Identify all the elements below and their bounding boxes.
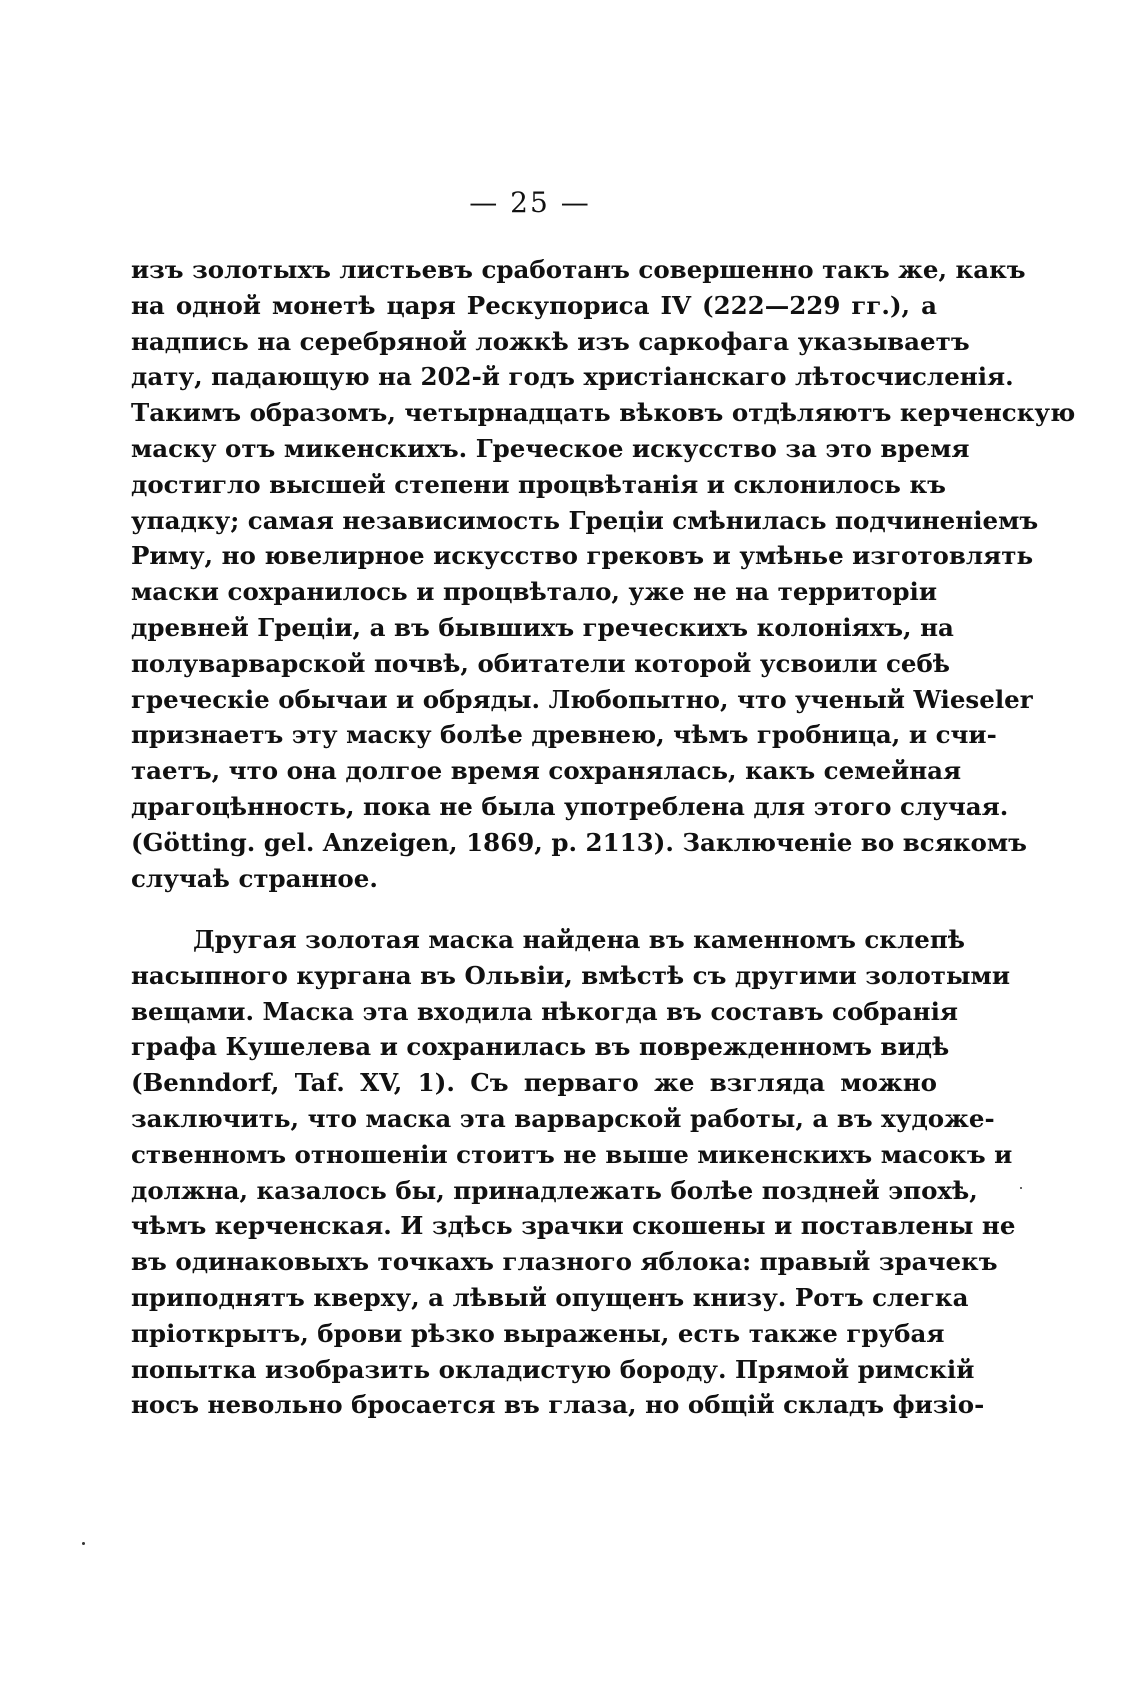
page-number: — 25 —	[469, 186, 591, 219]
text-line: (Benndorf, Taf. XV, 1). Съ перваго же взгляда можно	[131, 1068, 937, 1098]
text-line: достигло высшей степени процвѣтанія и склонилось къ	[131, 469, 946, 499]
text-line: драгоцѣнность, пока не была употреблена для этого случая.	[131, 791, 1009, 821]
text-line: полуварварской почвѣ, обитатели которой усвоили себѣ	[131, 648, 951, 678]
text-line: заключить, что маска эта варварской работы, а въ художе-	[131, 1103, 995, 1133]
text-line: пріоткрытъ, брови рѣзко выражены, есть также грубая	[131, 1318, 945, 1348]
text-line: признаетъ эту маску болѣе древнею, чѣмъ гробница, и счи-	[131, 720, 997, 750]
text-line: приподнятъ кверху, а лѣвый опущенъ книзу. Ротъ слегка	[131, 1282, 969, 1312]
scan-speck	[1020, 1187, 1022, 1189]
text-line: Другая золотая маска найдена въ каменномъ склепѣ	[193, 925, 966, 954]
text-line: вещами. Маска эта входила нѣкогда въ составъ собранія	[131, 996, 958, 1026]
text-line: графа Кушелева и сохранилась въ поврежденномъ видѣ	[131, 1032, 950, 1062]
text-line: насыпного кургана въ Ольвіи, вмѣстѣ съ другими золотыми	[131, 960, 1010, 990]
text-line: надпись на серебряной ложкѣ изъ саркофага указываетъ	[131, 326, 970, 356]
text-line: маску отъ микенскихъ. Греческое искусство за это время	[131, 433, 970, 463]
text-line: (Götting. gel. Anzeigen, 1869, p. 2113). Заключеніе во всякомъ	[131, 827, 1027, 857]
text-line: Такимъ образомъ, четырнадцать вѣковъ отдѣляютъ керченскую	[131, 398, 1076, 428]
text-line: таетъ, что она долгое время сохранялась, какъ семейная	[131, 756, 962, 786]
text-line: на одной монетѣ царя Рескупориса IV (222—229 гг.), а	[131, 290, 937, 320]
text-line: греческіе обычаи и обряды. Любопытно, что ученый Wieseler	[131, 684, 1033, 714]
text-line: носъ невольно бросается въ глаза, но общій складъ физіо-	[131, 1390, 985, 1420]
text-line: древней Греціи, а въ бывшихъ греческихъ колоніяхъ, на	[131, 612, 954, 642]
text-line: въ одинаковыхъ точкахъ глазного яблока: правый зрачекъ	[131, 1247, 998, 1277]
text-line: маски сохранилось и процвѣтало, уже не на территоріи	[131, 577, 937, 607]
text-line: ственномъ отношеніи стоитъ не выше микенскихъ масокъ и	[131, 1139, 1013, 1169]
text-line: чѣмъ керченская. И здѣсь зрачки скошены и поставлены не	[131, 1211, 1016, 1241]
paragraph-1	[131, 252, 1076, 896]
text-line: упадку; самая независимость Греціи смѣнилась подчиненіемъ	[131, 505, 1039, 535]
text-line: попытка изобразить окладистую бороду. Прямой римскій	[131, 1354, 975, 1384]
text-line: должна, казалось бы, принадлежать болѣе поздней эпохѣ,	[131, 1175, 978, 1205]
scan-speck	[82, 1542, 85, 1545]
paragraph-2	[131, 922, 1016, 1423]
text-line: изъ золотыхъ листьевъ сработанъ совершенно такъ же, какъ	[131, 255, 1026, 284]
text-line: случаѣ странное.	[131, 863, 378, 893]
text-line: Риму, но ювелирное искусство грековъ и умѣнье изготовлять	[131, 541, 1034, 571]
text-line: дату, падающую на 202-й годъ христіанскаго лѣтосчисленія.	[131, 362, 1014, 392]
